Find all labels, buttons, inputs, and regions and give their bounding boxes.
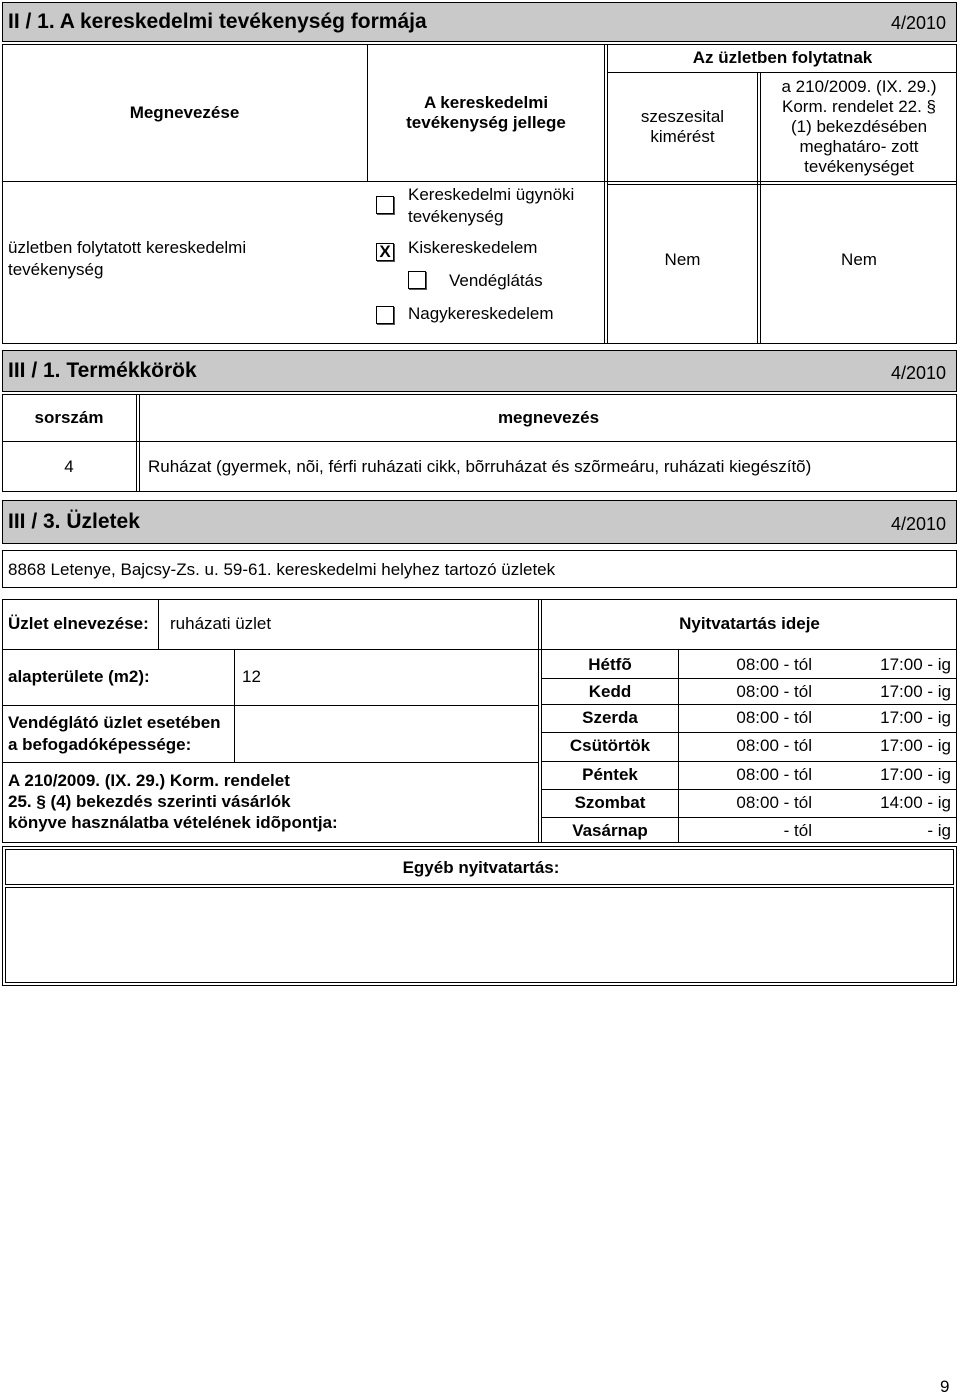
hours-from: 08:00 - tól: [736, 682, 812, 701]
alcohol-value: Nem: [664, 250, 701, 269]
checkbox-wholesale[interactable]: [376, 306, 394, 324]
option-label-catering: Vendéglátás: [449, 271, 543, 290]
hours-to: 17:00 - ig: [880, 708, 951, 727]
hours-day: Péntek: [582, 765, 638, 784]
checkbox-retail[interactable]: X: [376, 243, 394, 261]
product-row-number: 4: [64, 457, 74, 476]
col-header-alcohol: [608, 73, 757, 181]
capacity-label-line2: a befogadóképessége:: [8, 735, 192, 754]
hours-row-tuesday: [542, 679, 957, 705]
row-name-text: üzletben folytatott kereskedelmi tevékenység: [8, 238, 247, 279]
hours-day: Kedd: [588, 682, 632, 701]
shop-conducts-header: Az üzletben folytatnak: [692, 48, 873, 67]
section-header-product-groups: [2, 350, 957, 392]
checkbox-commercial-agent[interactable]: [376, 196, 394, 214]
shop-address-box: [2, 550, 957, 588]
regulation-value: Nem: [841, 250, 877, 269]
option-label-retail: Kiskereskedelem: [408, 238, 538, 257]
section-year: 4/2010: [890, 13, 946, 33]
option-label-commercial-agent: Kereskedelmi ügynöki tevékenység: [408, 185, 575, 226]
hours-row-monday: [542, 650, 957, 679]
hours-day: Vasárnap: [572, 821, 648, 840]
hours-from: 08:00 - tól: [736, 655, 812, 674]
hours-row-saturday: [542, 790, 957, 818]
hours-row-wednesday: [542, 705, 957, 733]
checkbox-catering[interactable]: [408, 271, 426, 289]
hours-to: 14:00 - ig: [880, 793, 951, 812]
hours-from: 08:00 - tól: [736, 736, 812, 755]
section-header-activity-form: [2, 2, 957, 42]
other-hours-label: Egyéb nyitvatartás:: [402, 858, 560, 877]
section-title: III / 1. Termékkörök: [8, 359, 197, 382]
row-name: [8, 237, 338, 281]
floor-area-value: 12: [242, 667, 261, 686]
hours-row-sunday: [542, 818, 957, 843]
opening-hours-header: Nyitvatartás ideje: [679, 614, 820, 633]
col-header-sequence: sorszám: [34, 407, 104, 427]
complaint-book-label-line3: könyve használatba vételének idõpontja:: [8, 813, 338, 832]
page-number: 9: [940, 1377, 950, 1396]
col-header-product-name: megnevezés: [497, 407, 600, 427]
hours-to: 17:00 - ig: [880, 682, 951, 701]
hours-to: 17:00 - ig: [880, 736, 951, 755]
other-hours-inner-body: [5, 887, 954, 983]
hours-day: Szerda: [582, 708, 638, 727]
hours-to: 17:00 - ig: [880, 655, 951, 674]
section-title: III / 3. Üzletek: [8, 510, 140, 533]
hours-to: 17:00 - ig: [880, 765, 951, 784]
complaint-book-label-line2: 25. § (4) bekezdés szerinti vásárlók: [8, 792, 291, 811]
floor-area-label: alapterülete (m2):: [8, 667, 150, 686]
shop-address: 8868 Letenye, Bajcsy-Zs. u. 59-61. kereskedelmi helyhez tartozó üzletek: [8, 560, 556, 579]
hours-from: 08:00 - tól: [736, 765, 812, 784]
shop-name-value: ruházati üzlet: [170, 614, 272, 633]
hours-from: - tól: [783, 821, 812, 840]
option-label-wholesale: Nagykereskedelem: [408, 304, 554, 323]
product-row-name: Ruházat (gyermek, nõi, férfi ruházati cikk, bõrruházat és szõrmeáru, ruházati kiegészítõ): [148, 457, 812, 476]
col-header-name: Megnevezése: [129, 102, 240, 122]
complaint-book-label-line1: A 210/2009. (IX. 29.) Korm. rendelet: [8, 771, 290, 790]
hours-day: Csütörtök: [569, 736, 651, 755]
capacity-label-line1: Vendéglátó üzlet esetében: [8, 713, 221, 732]
col-header-activity-type: [368, 44, 604, 181]
hours-day: Hétfõ: [588, 655, 632, 674]
section-title: II / 1. A kereskedelmi tevékenység formája: [8, 10, 427, 33]
col-header-regulation-text: a 210/2009. (IX. 29.) Korm. rendelet 22. § (1) bekezdésében meghatáro- zott tevékenységet: [781, 77, 937, 176]
shop-name-label: Üzlet elnevezése:: [8, 614, 149, 633]
section-header-shops: [2, 500, 957, 544]
hours-row-thursday: [542, 733, 957, 762]
col-header-activity-type-text: A kereskedelmi tevékenység jellege: [406, 92, 566, 132]
hours-from: 08:00 - tól: [736, 793, 812, 812]
section-year: 4/2010: [890, 363, 946, 383]
col-header-alcohol-text: szeszesital kimérést: [640, 107, 725, 146]
hours-day: Szombat: [574, 793, 646, 812]
hours-row-friday: [542, 762, 957, 790]
hours-from: 08:00 - tól: [736, 708, 812, 727]
section-year: 4/2010: [890, 514, 946, 534]
hours-to: - ig: [927, 821, 951, 840]
col-header-regulation: [761, 73, 957, 181]
